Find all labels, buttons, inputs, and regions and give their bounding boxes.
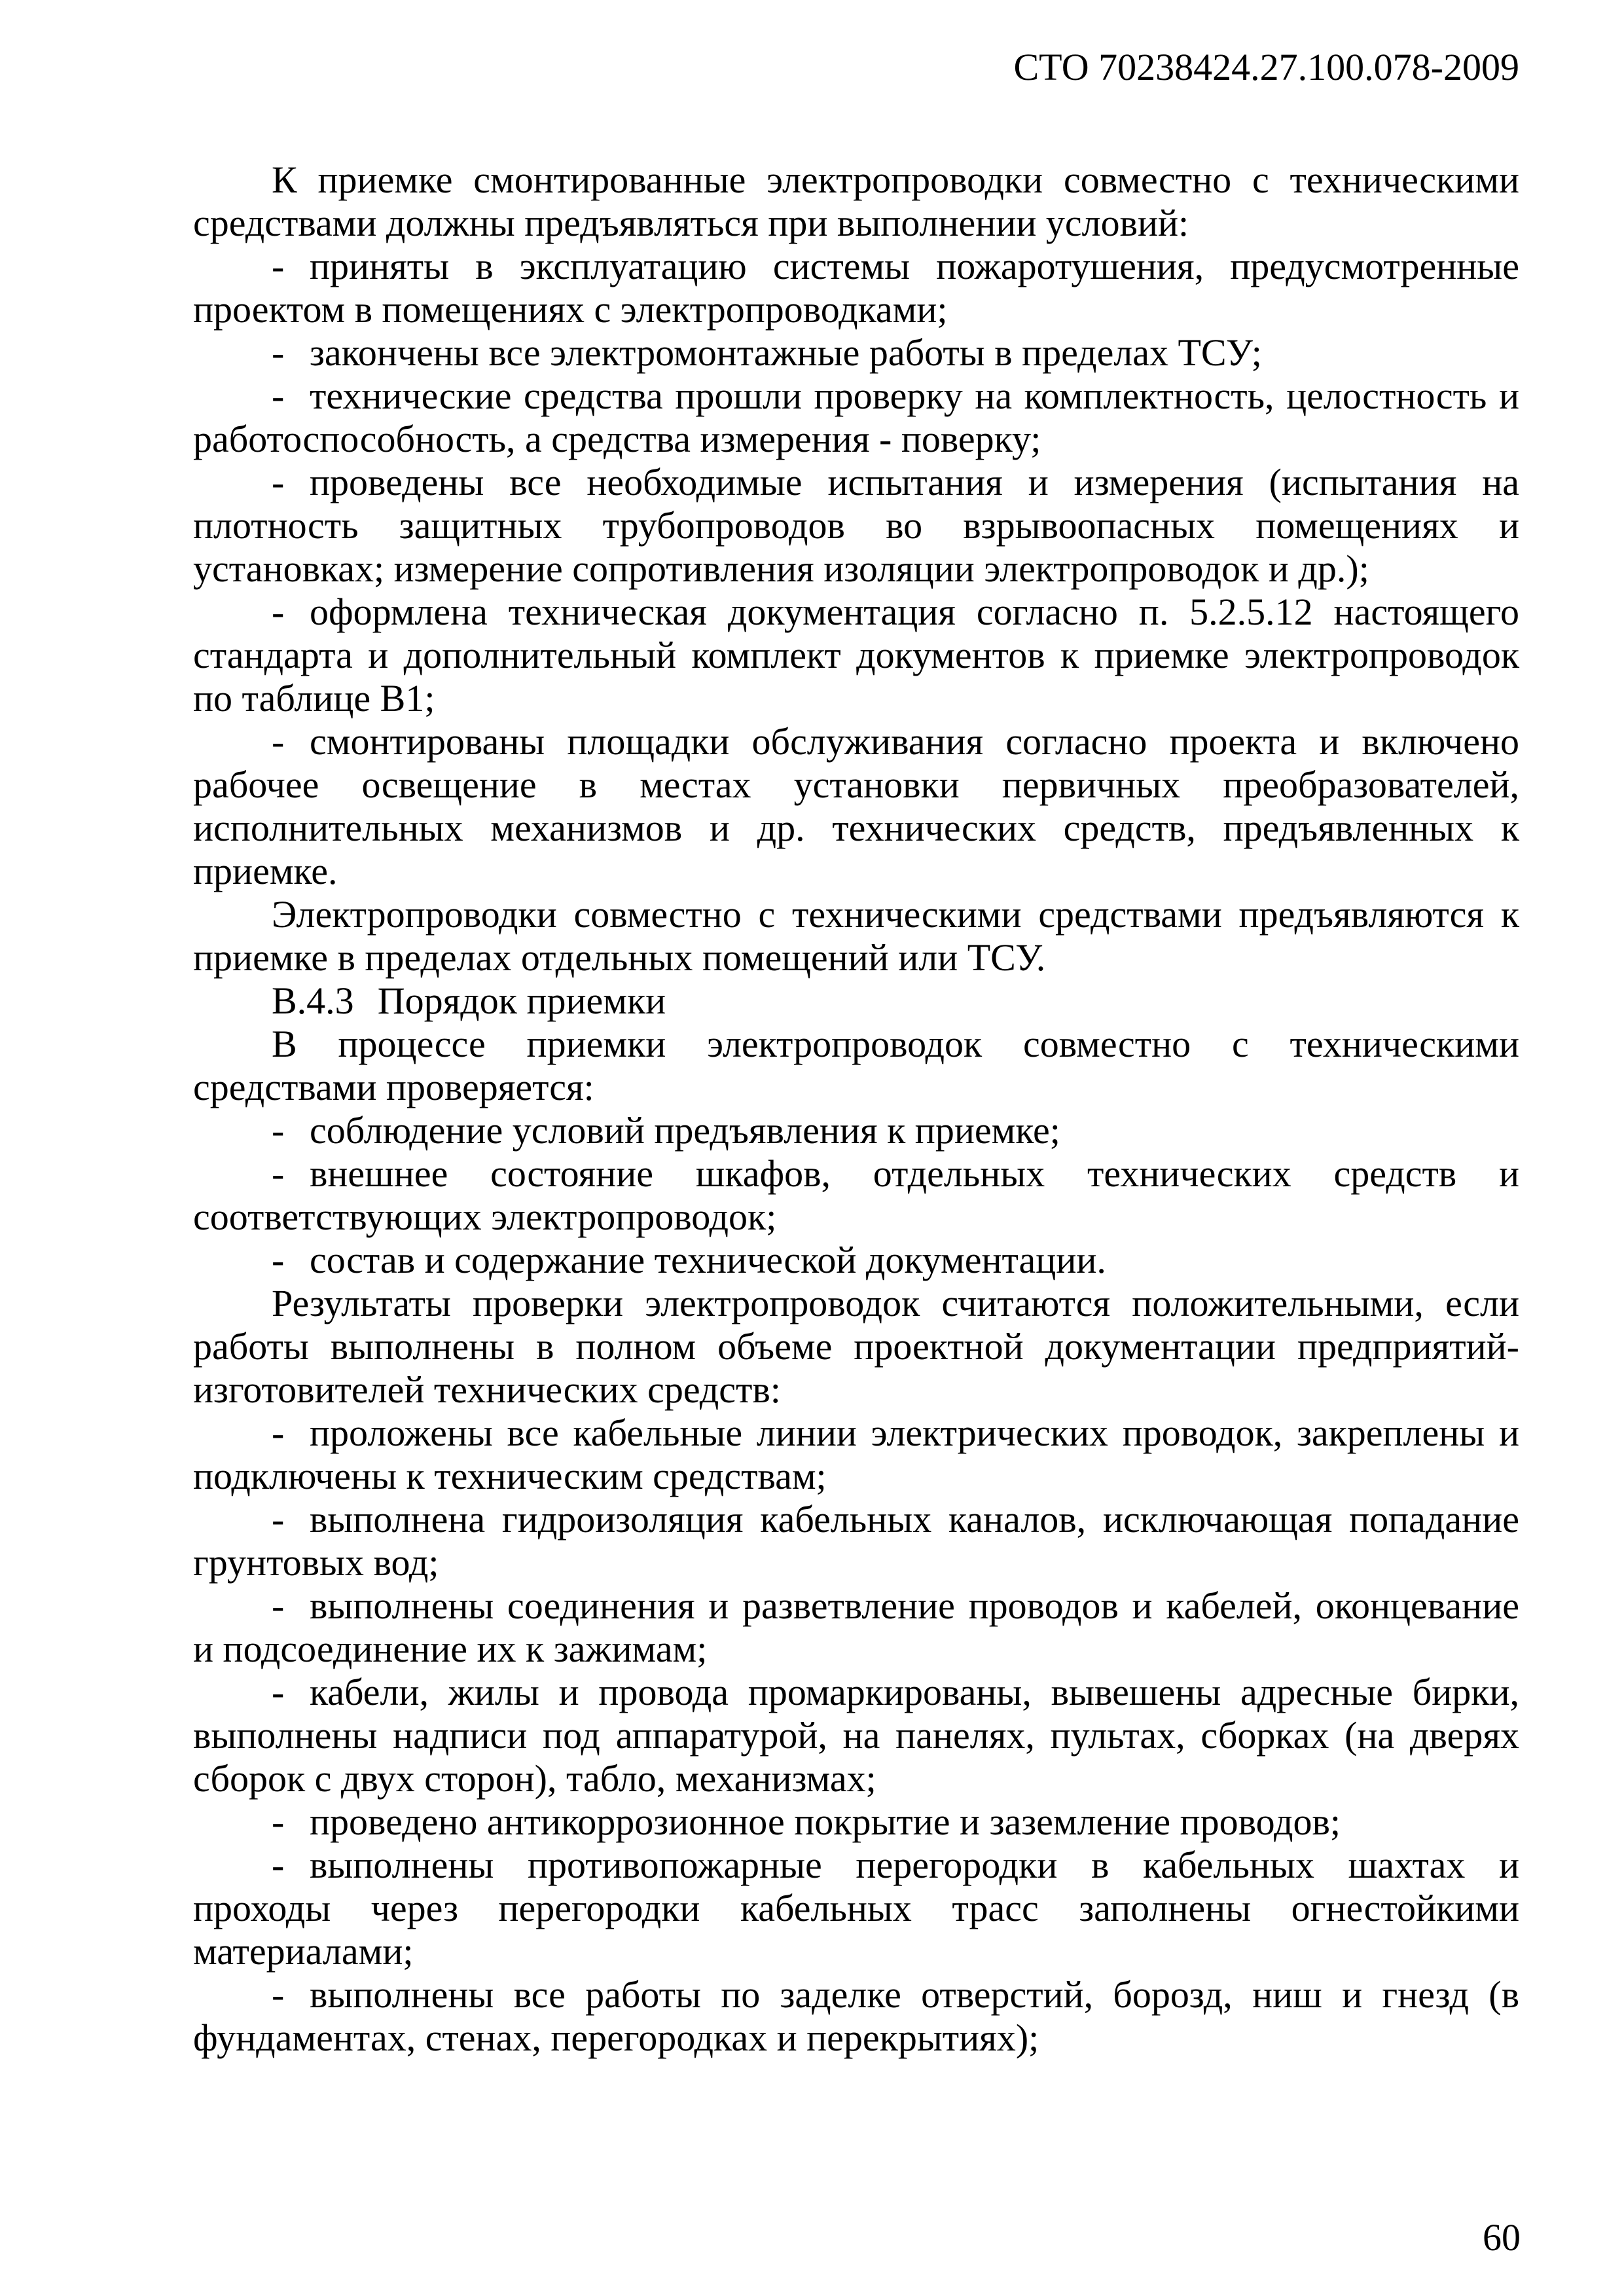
list-item bbox=[193, 1671, 1519, 1800]
document-code: СТО 70238424.27.100.078-2009 bbox=[1013, 46, 1519, 88]
list-item bbox=[193, 461, 1519, 591]
document-body bbox=[193, 158, 1519, 2060]
heading-title: Порядок приемки bbox=[377, 979, 666, 1022]
list-marker: - bbox=[272, 720, 285, 763]
section-heading bbox=[193, 979, 1519, 1023]
list-marker: - bbox=[272, 1844, 285, 1886]
list-item-text: оформлена техническая документация согласно п. 5.2.5.12 настоящего стандарта и дополнительный комплект документов к приемке электропроводок по таблице В1; bbox=[193, 591, 1519, 720]
list-item bbox=[193, 1498, 1519, 1584]
paragraph: Электропроводки совместно с техническими средствами предъявляются к приемке в пределах отдельных помещений или ТСУ. bbox=[193, 893, 1519, 979]
list-item bbox=[193, 374, 1519, 461]
paragraph: В процессе приемки электропроводок совместно с техническими средствами проверяется: bbox=[193, 1023, 1519, 1108]
list-item-text: технические средства прошли проверку на комплектность, целостность и работоспособность, а средства измерения - поверку; bbox=[193, 374, 1519, 460]
list-item-text: выполнены соединения и разветвление проводов и кабелей, оконцевание и подсоединение их к зажимам; bbox=[193, 1584, 1519, 1670]
list-item bbox=[193, 1973, 1519, 2060]
list-marker: - bbox=[272, 1584, 285, 1627]
list-item-text: проложены все кабельные линии электрических проводок, закреплены и подключены к техническим средствам; bbox=[193, 1412, 1519, 1497]
list-marker: - bbox=[272, 1800, 285, 1843]
paragraph: Результаты проверки электропроводок считаются положительными, если работы выполнены в полном объеме проектной документации предприятий-изготовителей технических средств: bbox=[193, 1282, 1519, 1411]
list-item-text: выполнены все работы по заделке отверстий, борозд, ниш и гнезд (в фундаментах, стенах, перегородках и перекрытиях); bbox=[193, 1973, 1519, 2059]
list-item-text: закончены все электромонтажные работы в пределах ТСУ; bbox=[310, 331, 1262, 374]
list-item-text: выполнены противопожарные перегородки в кабельных шахтах и проходы через перегородки кабельных трасс заполнены огнестойкими материалами; bbox=[193, 1844, 1519, 1973]
list-item-text: внешнее состояние шкафов, отдельных технических средств и соответствующих электропроводок; bbox=[193, 1152, 1519, 1238]
list-item-text: приняты в эксплуатацию системы пожаротушения, предусмотренные проектом в помещениях с электропроводками; bbox=[193, 245, 1519, 331]
list-marker: - bbox=[272, 331, 285, 374]
list-item-text: смонтированы площадки обслуживания согласно проекта и включено рабочее освещение в местах установки первичных преобразователей, исполнительных механизмов и др. технических средств, предъявленных к приемке. bbox=[193, 720, 1519, 892]
list-marker: - bbox=[272, 1412, 285, 1454]
list-marker: - bbox=[272, 1152, 285, 1195]
list-marker: - bbox=[272, 461, 285, 503]
list-item-text: проведены все необходимые испытания и измерения (испытания на плотность защитных трубопроводов во взрывоопасных помещениях и установках; измерение сопротивления изоляции электропроводок и др.); bbox=[193, 461, 1519, 590]
list-marker: - bbox=[272, 1239, 285, 1281]
list-item-text: кабели, жилы и провода промаркированы, вывешены адресные бирки, выполнены надписи под аппаратурой, на панелях, пультах, сборках (на дверях сборок с двух сторон), табло, механизмах; bbox=[193, 1671, 1519, 1800]
list-item-text: состав и содержание технической документации. bbox=[310, 1239, 1106, 1281]
list-item bbox=[193, 1239, 1519, 1282]
list-item-text: выполнена гидроизоляция кабельных каналов, исключающая попадание грунтовых вод; bbox=[193, 1498, 1519, 1584]
list-item bbox=[193, 245, 1519, 331]
list-item bbox=[193, 1109, 1519, 1152]
list-marker: - bbox=[272, 1498, 285, 1540]
list-item-text: проведено антикоррозионное покрытие и заземление проводов; bbox=[310, 1800, 1341, 1843]
list-item bbox=[193, 1844, 1519, 1973]
list-item bbox=[193, 1584, 1519, 1671]
page-number: 60 bbox=[1483, 2216, 1521, 2259]
list-item-text: соблюдение условий предъявления к приемке; bbox=[310, 1109, 1060, 1152]
list-marker: - bbox=[272, 245, 285, 287]
page-header bbox=[193, 46, 1519, 89]
list-item bbox=[193, 1800, 1519, 1844]
list-item bbox=[193, 591, 1519, 720]
list-item bbox=[193, 720, 1519, 893]
list-item bbox=[193, 331, 1519, 374]
list-item bbox=[193, 1412, 1519, 1498]
list-marker: - bbox=[272, 591, 285, 633]
paragraph: К приемке смонтированные электропроводки совместно с техническими средствами должны предъявляться при выполнении условий: bbox=[193, 158, 1519, 244]
list-marker: - bbox=[272, 1973, 285, 2016]
list-marker: - bbox=[272, 1671, 285, 1713]
heading-number: В.4.3 bbox=[272, 979, 354, 1022]
list-item bbox=[193, 1152, 1519, 1239]
list-marker: - bbox=[272, 374, 285, 417]
list-marker: - bbox=[272, 1109, 285, 1152]
